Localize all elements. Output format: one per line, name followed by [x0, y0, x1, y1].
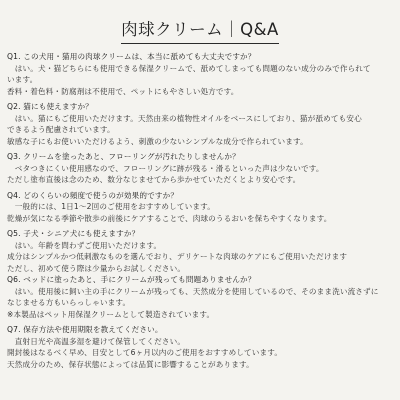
answer-line: はい。年齢を問わずご使用いただけます。 — [7, 240, 162, 250]
answer-line: 成分はシンプルかつ低刺激なものを選んでおり、デリケートな肉球のケアにもご使用いただけます — [7, 252, 348, 261]
answer-line: ただし塗布直後は念のため、数分なじませてから歩かせていただくとより安心です。 — [7, 175, 301, 184]
question-q4: Q4. どのくらいの頻度で使うのが効果的ですか？ — [7, 190, 179, 200]
qa-section-1 — [7, 51, 397, 97]
qa-section-3 — [7, 151, 397, 186]
question-q7: Q7. 保存方法や使用期限を教えてください。 — [7, 325, 163, 334]
title-area — [0, 16, 400, 44]
answer-line: ただし、初めて使う際は少量からお試しください。 — [7, 263, 186, 273]
question-q2: Q2. 猫にも使えますか？ — [7, 102, 93, 111]
answer-line: 乾燥が気になる季節や散歩の前後にケアすることで、肉球のうるおいを保ちやすくなります。 — [7, 213, 332, 223]
answer-line: 開封後はなるべく早め、目安として6ヶ月以内のご使用をおすすめしています。 — [7, 348, 283, 357]
question-q3: Q3. クリームを塗ったあと、フローリングが汚れたりしませんか？ — [7, 152, 240, 161]
answer-line: はい。猫にもご使用いただけます。天然由来の植物性オイルをベースにしており、猫が舐めても安心 — [7, 113, 362, 123]
qa-section-4 — [7, 190, 397, 225]
qa-section-2 — [7, 101, 397, 147]
qa-section-5 — [7, 228, 397, 274]
page-title: 肉球クリーム｜Q&A — [121, 16, 279, 44]
answer-line: 一般的には、1日1〜2回のご使用をおすすめしています。 — [7, 202, 216, 211]
answer-line: います。 — [7, 75, 38, 84]
answer-line: 直射日光や高温多湿を避けて保管してください。 — [7, 336, 186, 346]
question-q6: Q6. ベッドに塗ったあと、手にクリームが残っても問題ありませんか？ — [7, 275, 256, 284]
answer-line: 香料・着色料・防腐剤は不使用で、ペットにもやさしい処方です。 — [7, 86, 239, 96]
qa-section-6 — [7, 274, 397, 320]
answer-line: なじませる方もいらっしゃいます。 — [7, 298, 131, 307]
note-line: ※本製品はペット用保湿クリームとして製造されています。 — [7, 309, 215, 319]
answer-line: はい。犬・猫どちらにも使用できる保湿クリームで、舐めてしまっても問題のない成分のみで作られて — [7, 63, 371, 73]
answer-line: はい。使用後に飼い主の手にクリームが残っても、天然成分を使用しているので、そのまま洗い流さずに — [7, 286, 379, 296]
question-q1: Q1. この犬用・猫用の肉球クリームは、本当に舐めても大丈夫ですか？ — [7, 52, 256, 61]
qa-body — [7, 51, 397, 370]
answer-line: ベタつきにくい使用感なので、フローリングに跡が残る・滑るといった声は少ないです。 — [7, 163, 324, 173]
qa-section-7 — [7, 324, 397, 370]
answer-line: できるよう配慮されています。 — [7, 125, 115, 134]
answer-line: 敏感な子にもお使いいただけるよう、刺激の少ないシンプルな成分で作られています。 — [7, 136, 308, 146]
question-q5: Q5. 子犬・シニア犬にも使えますか？ — [7, 229, 140, 238]
answer-line: 天然成分のため、保存状態によっては品質に影響することがあります。 — [7, 359, 254, 369]
